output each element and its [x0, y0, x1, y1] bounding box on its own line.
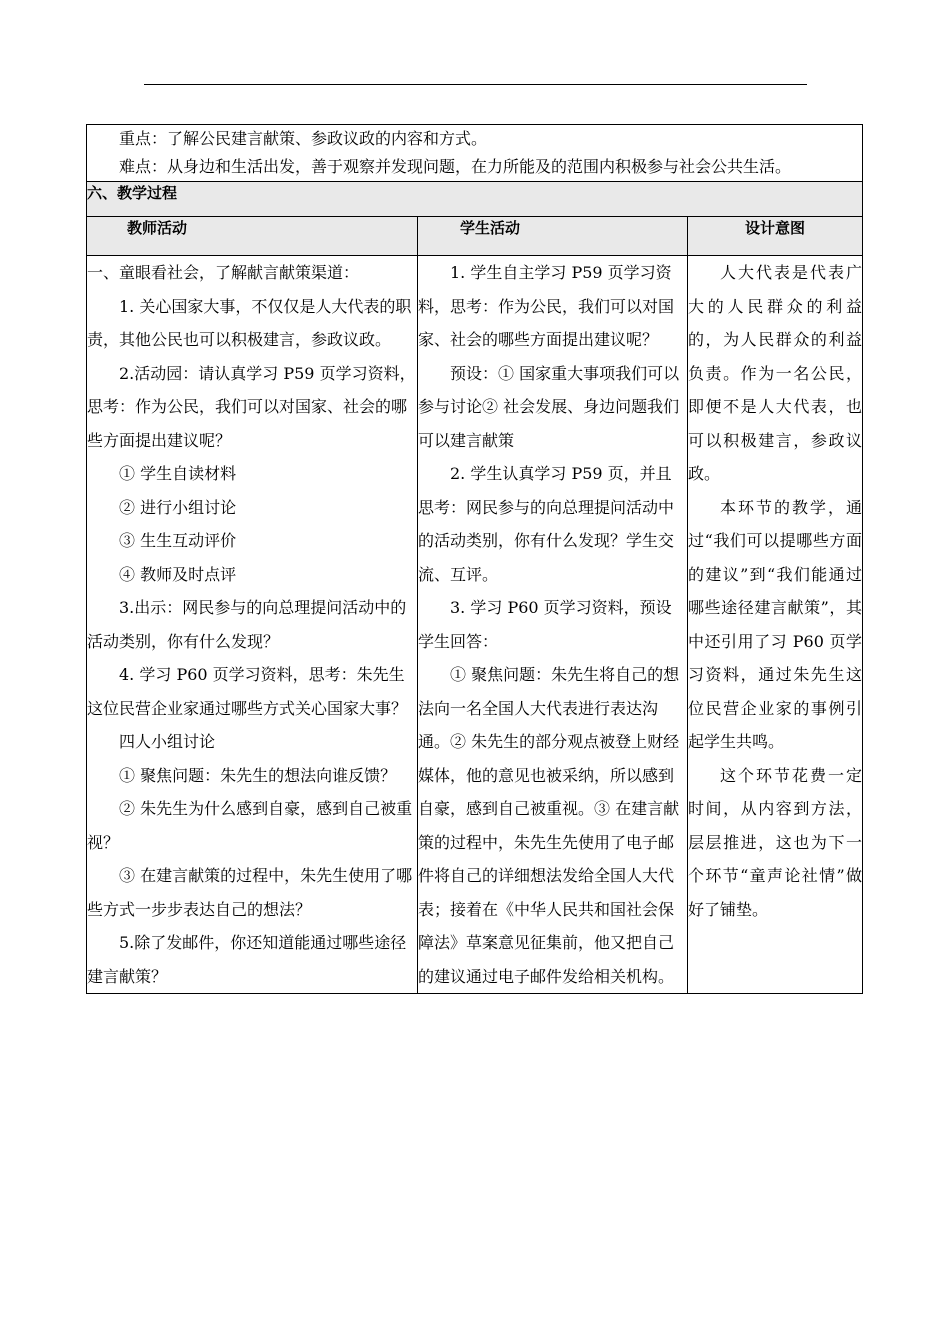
student-paragraph: ① 聚焦问题：朱先生将自己的想法向一名全国人大代表进行表达沟通。② 朱先生的部分观点被登上财经媒体，他的意见也被采纳，所以感到自豪，感到自己被重视。③ 在建言献策的过程中，朱先生先使用了电子邮件将自己的详细想法发给全国人大代表；接着在《中华人民共和国社会保障法》草案意见征集前，他又把自己的建议通过电子邮件发给相关机构。 — [418, 665, 680, 986]
teacher-activity-cell — [87, 256, 418, 994]
section-row — [87, 182, 863, 217]
teacher-paragraph: ① 聚焦问题：朱先生的想法向谁反馈？ — [119, 765, 397, 785]
design-intent-cell — [688, 256, 863, 994]
difficulty-text: 难点：从身边和生活出发，善于观察并发现问题，在力所能及的范围内积极参与社会公共生活。 — [119, 157, 792, 176]
lesson-plan-table — [86, 124, 863, 994]
design-paragraph: 人大代表是代表广大的人民群众的利益的，为人民群众的利益负责。作为一名公民，即便不是人大代表，也可以积极建言，参政议政。 — [688, 263, 863, 483]
student-paragraph: 3. 学习 P60 页学习资料，预设学生回答： — [418, 598, 672, 651]
teacher-paragraph: ② 进行小组讨论 — [119, 497, 237, 517]
student-column-header: 学生活动 — [418, 217, 688, 256]
teacher-paragraph: 5.除了发邮件，你还知道能通过哪些途径建言献策？ — [87, 933, 407, 986]
student-paragraph: 预设：① 国家重大事项我们可以参与讨论② 社会发展、身边问题我们可以建言献策 — [418, 363, 680, 450]
header-rule — [144, 84, 807, 85]
teacher-paragraph: 1. 关心国家大事，不仅仅是人大代表的职责，其他公民也可以积极建言，参政议政。 — [87, 296, 412, 349]
student-paragraph: 2. 学生认真学习 P59 页，并且思考：网民参与的向总理提问活动中的活动类别，你有什么发现？学生交流、互评。 — [418, 464, 675, 584]
design-column-header: 设计意图 — [688, 217, 863, 256]
intro-cell — [87, 125, 863, 182]
student-paragraph: 1. 学生自主学习 P59 页学习资料，思考：作为公民，我们可以对国家、社会的哪些方面提出建议呢？ — [418, 263, 675, 349]
intro-row — [87, 125, 863, 182]
key-point-text: 重点：了解公民建言献策、参政议政的内容和方式。 — [119, 129, 488, 148]
content-row — [87, 256, 863, 994]
teacher-paragraph: 一、童眼看社会，了解献言献策渠道： — [87, 263, 360, 282]
section-title: 六、教学过程 — [87, 182, 863, 217]
column-header-row — [87, 217, 863, 256]
teacher-column-header: 教师活动 — [87, 217, 418, 256]
teacher-paragraph: ① 学生自读材料 — [119, 464, 237, 483]
design-paragraph: 这个环节花费一定时间，从内容到方法，层层推进，这也为下一个环节“童声论社情”做好了铺垫。 — [688, 765, 863, 919]
teacher-paragraph: 2.活动园：请认真学习 P59 页学习资料，思考：作为公民，我们可以对国家、社会的哪些方面提出建议呢？ — [87, 363, 416, 450]
teacher-paragraph: ④ 教师及时点评 — [119, 564, 237, 584]
teacher-paragraph: ③ 在建言献策的过程中，朱先生使用了哪些方式一步步表达自己的想法？ — [87, 866, 413, 919]
teacher-paragraph: 3.出示：网民参与的向总理提问活动中的活动类别，你有什么发现？ — [87, 598, 407, 651]
design-paragraph: 本环节的教学，通过“我们可以提哪些方面的建议”到“我们能通过哪些途径建言献策”，其中还引用了习 P60 页学习资料，通过朱先生这位民营企业家的事例引起学生共鸣。 — [688, 497, 863, 751]
teacher-paragraph: ③ 生生互动评价 — [119, 531, 237, 550]
student-activity-cell — [418, 256, 688, 994]
teacher-paragraph: 四人小组讨论 — [119, 732, 216, 751]
teacher-paragraph: ② 朱先生为什么感到自豪，感到自己被重视？ — [87, 799, 413, 852]
teacher-paragraph: 4. 学习 P60 页学习资料，思考：朱先生这位民营企业家通过哪些方式关心国家大事？ — [87, 665, 408, 718]
